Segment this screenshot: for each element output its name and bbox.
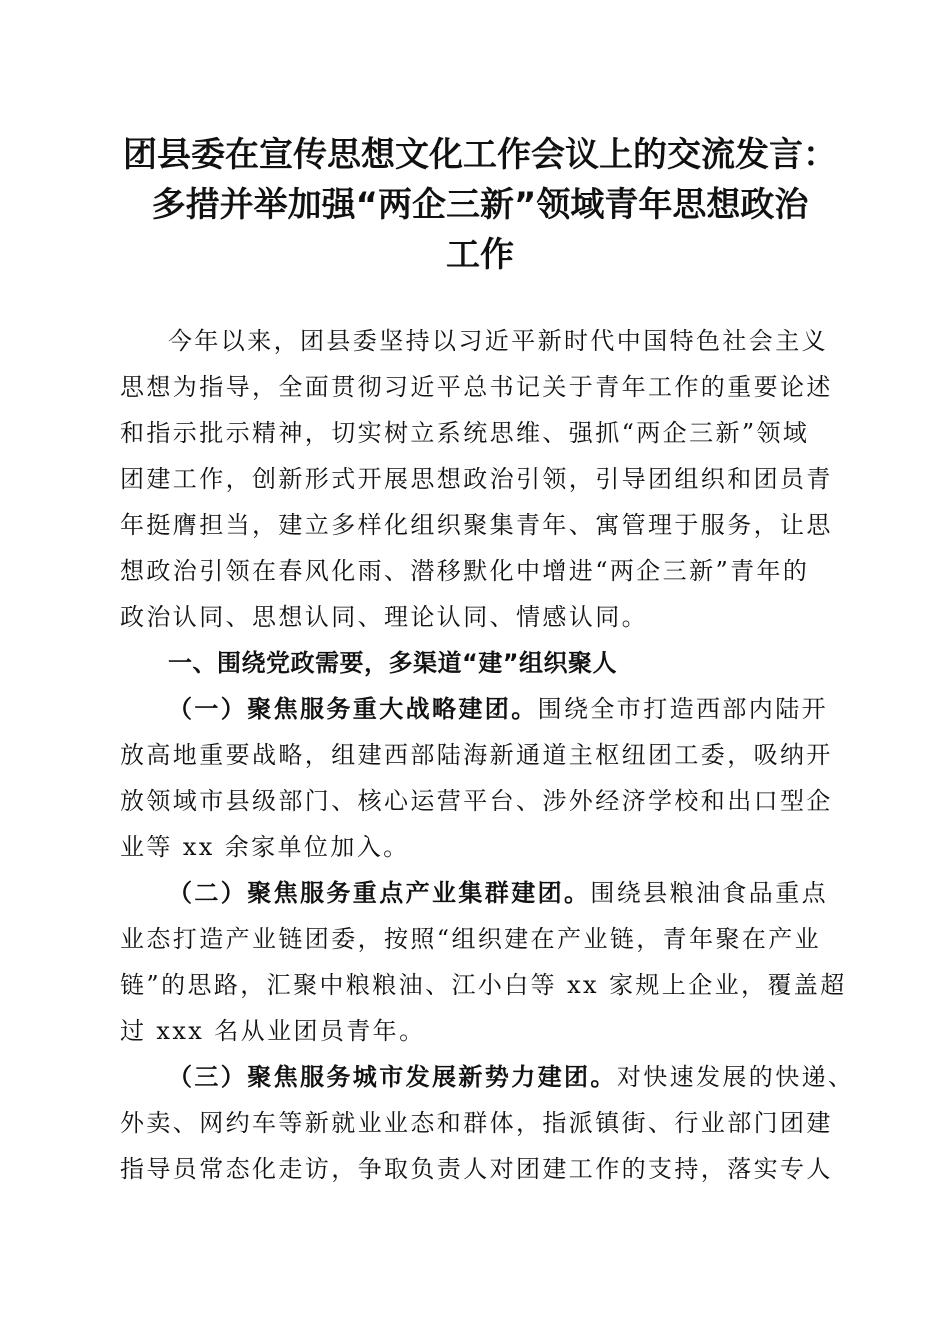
item-2-paragraph xyxy=(120,870,847,1054)
item-2-first-line xyxy=(120,870,830,916)
item-1-first-line xyxy=(120,686,830,732)
item-2-line: 业态打造产业链团委，按照“组织建在产业链，青年聚在产业 xyxy=(120,925,822,953)
section-1-heading: 一、围绕党政需要，多渠道“建”组织聚人 xyxy=(168,649,618,677)
item-1-paragraph xyxy=(120,686,833,870)
item-3-paragraph xyxy=(120,1054,855,1192)
intro-line: 政治认同、思想认同、理论认同、情感认同。 xyxy=(120,603,648,631)
title-line-1: 团县委在宣传思想文化工作会议上的交流发言： xyxy=(123,135,837,175)
item-1-line: 放高地重要战略，组建西部陆海新通道主枢纽团工委，吸纳开 xyxy=(120,741,833,769)
intro-line: 团建工作，创新形式开展思想政治引领，引导团组织和团员青 xyxy=(120,465,833,493)
title-line-2: 多措并举加强“两企三新”领域青年思想政治 xyxy=(151,185,809,225)
title-line-3: 工作 xyxy=(446,235,514,275)
item-2-lead: （二）聚焦服务重点产业集群建团。 xyxy=(168,878,591,907)
document-title xyxy=(100,130,860,280)
item-1-line: 业等 xx 余家单位加入。 xyxy=(120,833,410,861)
item-1-first-rest: 围绕全市打造西部内陆开 xyxy=(537,695,829,723)
item-2-line: 链”的思路，汇聚中粮粮油、江小白等 xx 家规上企业，覆盖超 xyxy=(120,971,847,999)
intro-line: 和指示批示精神，切实树立系统思维、强抓“两企三新”领域 xyxy=(120,419,810,447)
item-1-line: 放领域市县级部门、核心运营平台、涉外经济学校和出口型企 xyxy=(120,787,833,815)
item-3-first-line xyxy=(120,1054,855,1100)
intro-paragraph xyxy=(120,318,833,640)
item-3-line: 指导员常态化走访，争取负责人对团建工作的支持，落实专人 xyxy=(120,1155,833,1183)
intro-line: 思想为指导，全面贯彻习近平总书记关于青年工作的重要论述 xyxy=(120,373,833,401)
item-1-lead: （一）聚焦服务重大战略建团。 xyxy=(168,694,538,723)
item-2-line: 过 xxx 名从业团员青年。 xyxy=(120,1017,426,1045)
item-3-line: 外卖、网约车等新就业业态和群体，指派镇街、行业部门团建 xyxy=(120,1109,833,1137)
item-3-first-rest: 对快速发展的快递、 xyxy=(616,1063,855,1091)
intro-line: 想政治引领在春风化雨、潜移默化中增进“两企三新”青年的 xyxy=(120,557,810,585)
intro-line: 年挺膺担当，建立多样化组织聚集青年、寓管理于服务，让思 xyxy=(120,511,833,539)
document-body xyxy=(120,318,855,1192)
item-3-lead: （三）聚焦服务城市发展新势力建团。 xyxy=(168,1062,617,1091)
item-2-first-rest: 围绕县粮油食品重点 xyxy=(590,879,829,907)
intro-line: 今年以来，团县委坚持以习近平新时代中国特色社会主义 xyxy=(168,327,828,355)
